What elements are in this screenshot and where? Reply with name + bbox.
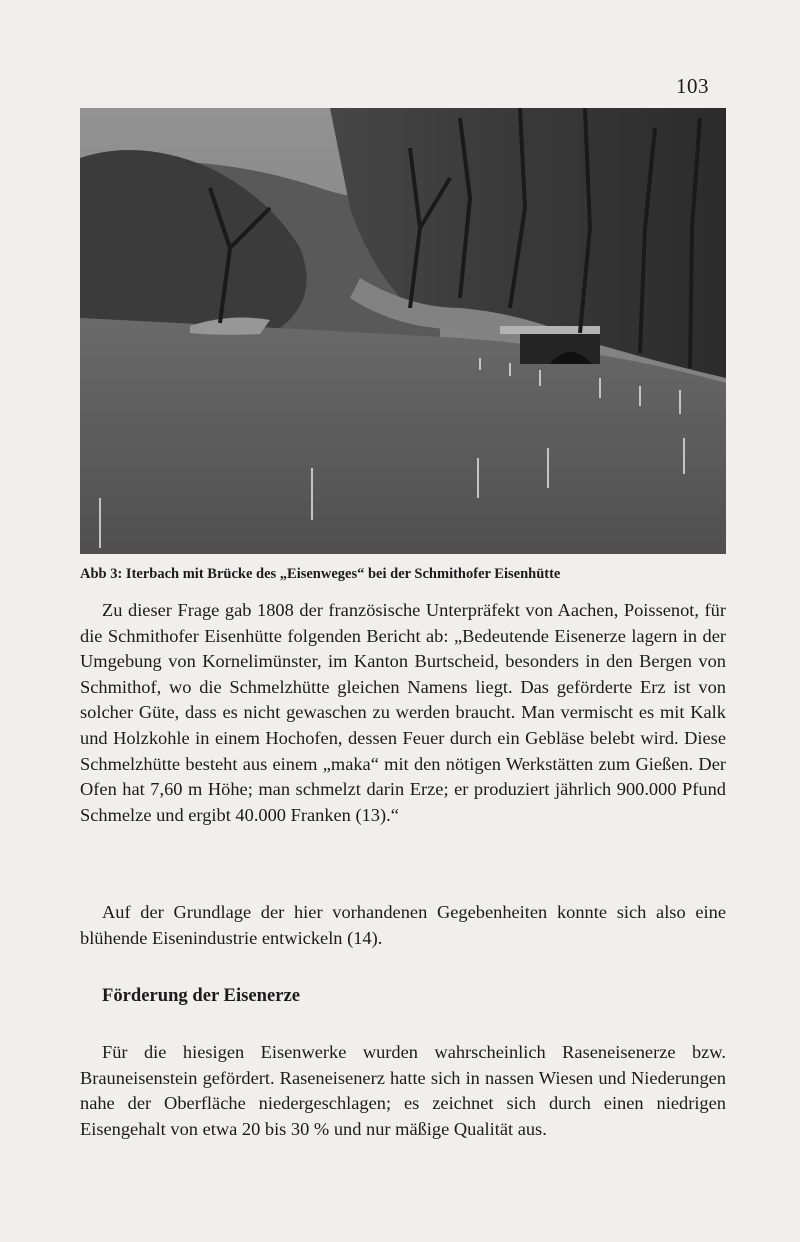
show-through-texture [420, 1160, 720, 1180]
paragraph-conclusion: Auf der Grundlage der hier vorhandenen Gegebenheiten konnte sich also eine blühende Eisenindustrie entwickeln (14). [80, 902, 726, 948]
section-heading: Förderung der Eisenerze [102, 985, 300, 1006]
paragraph-section: Für die hiesigen Eisenwerke wurden wahrscheinlich Raseneisenerze bzw. Brauneisenstein gefördert. Raseneisenerz hatte sich in nassen Wiesen und Niederungen nahe der Oberfläche niedergeschlagen; es zeichnet sich durch einen niedrigen Eisengehalt von etwa 20 bis 30 % und nur mäßige Qualität aus. [80, 1042, 726, 1139]
paragraph-report: Zu dieser Frage gab 1808 der französische Unterpräfekt von Aachen, Poissenot, für die Schmithofer Eisenhütte folgenden Bericht ab: „Bedeutende Eisenerze lagern in der Umgebung von Kornelimünster, im Kanton Burtscheid, besonders in den Bergen von Schmithof, wo die Schmelzhütte gleichen Namens liegt. Das geförderte Erz ist von solcher Güte, dass es nicht gewaschen zu werden braucht. Man vermischt es mit Kalk und Holzkohle in einem Hochofen, dessen Feuer durch ein Gebläse belebt wird. Diese Schmelzhütte besteht aus einem „maka“ mit den nötigen Werkstätten zum Gießen. Der Ofen hat 7,60 m Höhe; man schmelzt darin Erze; er produziert jährlich 900.000 Pfund Schmelze und ergibt 40.000 Franken (13).“ [80, 600, 726, 825]
figure-photo [80, 108, 726, 554]
figure-caption: Abb 3: Iterbach mit Brücke des „Eisenweges“ bei der Schmithofer Eisenhütte [80, 566, 561, 582]
photo-iterbach-bridge [80, 108, 726, 554]
page-number: 103 [676, 74, 709, 98]
